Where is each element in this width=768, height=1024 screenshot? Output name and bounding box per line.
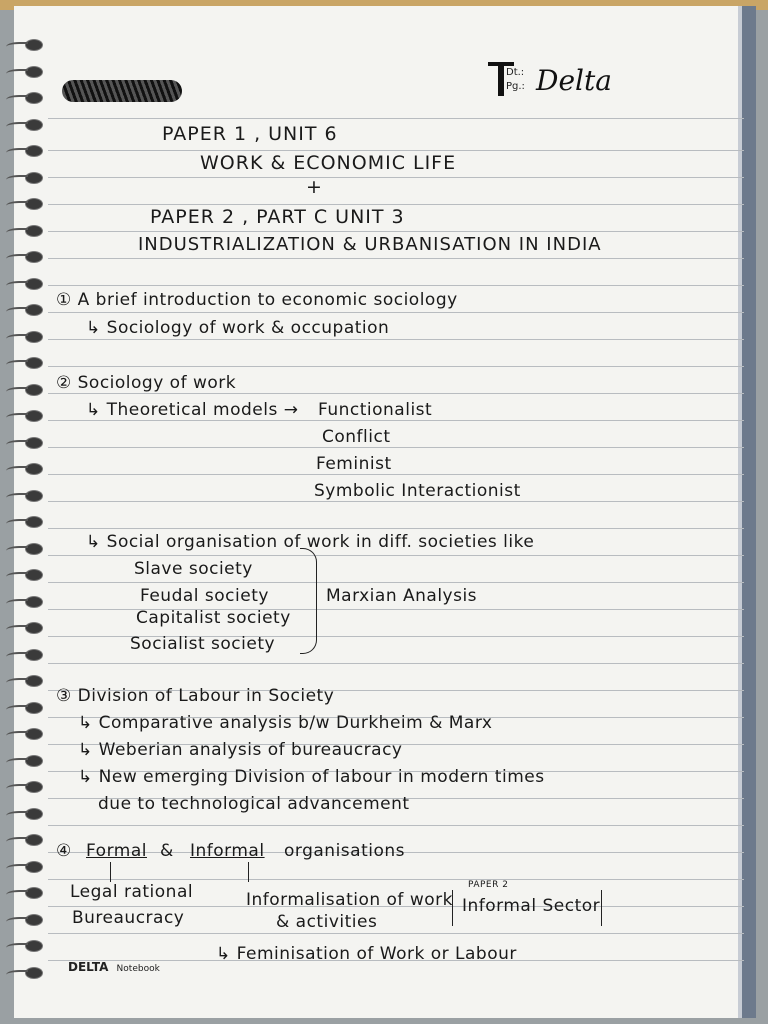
section-3-item: ↳ New emerging Division of labour in modern times: [78, 767, 545, 787]
organisations-label: organisations: [284, 841, 405, 861]
binding-ring: [26, 756, 42, 766]
rule-line: [48, 393, 744, 394]
binding-wire: [6, 95, 28, 103]
binding-wire: [6, 281, 28, 289]
title-line-1: PAPER 1 , UNIT 6: [162, 123, 338, 145]
binding-wire: [6, 864, 28, 872]
rule-line: [48, 258, 744, 259]
formal-label: Formal: [86, 841, 147, 861]
down-arrow: [248, 862, 249, 882]
social-organisation-line: ↳ Social organisation of work in diff. societies like: [86, 532, 535, 552]
binding-wire: [6, 599, 28, 607]
theoretical-models-label: ↳ Theoretical models →: [86, 400, 299, 420]
binding-wire: [6, 784, 28, 792]
section-3-item: ↳ Weberian analysis of bureaucracy: [78, 740, 403, 760]
model-item: Functionalist: [318, 400, 433, 420]
section-2-heading: ② Sociology of work: [56, 373, 237, 393]
model-item: Feminist: [316, 454, 392, 474]
binding-ring: [26, 385, 42, 395]
title-plus: +: [306, 176, 323, 198]
binding-wire: [6, 360, 28, 368]
binding-wire: [6, 148, 28, 156]
logo-mark: [498, 62, 504, 96]
binding-wire: [6, 175, 28, 183]
paper-2-note: PAPER 2: [468, 880, 509, 890]
rule-line: [48, 582, 744, 583]
binding-ring: [26, 782, 42, 792]
binding-ring: [26, 120, 42, 130]
binding-wire: [6, 705, 28, 713]
binding-ring: [26, 570, 42, 580]
binding-wire: [6, 466, 28, 474]
page-label: Pg.:: [506, 81, 525, 92]
binding-ring: [26, 464, 42, 474]
rule-line: [48, 150, 744, 151]
binding-wire: [6, 440, 28, 448]
binding-wire: [6, 493, 28, 501]
rule-line: [48, 933, 744, 934]
section-3-heading: ③ Division of Labour in Society: [56, 686, 335, 706]
binding-wire: [6, 69, 28, 77]
model-item: Conflict: [322, 427, 391, 447]
binding-ring: [26, 729, 42, 739]
binding-wire: [6, 890, 28, 898]
rule-line: [48, 339, 744, 340]
rule-line: [48, 118, 744, 119]
binding-ring: [26, 93, 42, 103]
binding-ring: [26, 703, 42, 713]
title-line-2: WORK & ECONOMIC LIFE: [200, 152, 457, 174]
binding-wire: [6, 652, 28, 660]
binding-wire: [6, 572, 28, 580]
footer-brand-sub: Notebook: [116, 964, 160, 974]
binding-wire: [6, 42, 28, 50]
binding-ring: [26, 67, 42, 77]
binding-ring: [26, 305, 42, 315]
grouping-brace: [300, 548, 317, 654]
binding-ring: [26, 411, 42, 421]
binding-wire: [6, 970, 28, 978]
formal-item: Bureaucracy: [72, 908, 185, 928]
feminisation-line: ↳ Feminisation of Work or Labour: [216, 944, 517, 964]
rule-line: [48, 285, 744, 286]
binding-wire: [6, 254, 28, 262]
binding-wire: [6, 387, 28, 395]
binding-wire: [6, 731, 28, 739]
section-3-item: ↳ Comparative analysis b/w Durkheim & Marx: [78, 713, 493, 733]
binding-wire: [6, 943, 28, 951]
title-line-3: PAPER 2 , PART C UNIT 3: [150, 206, 405, 228]
binding-ring: [26, 438, 42, 448]
binding-wire: [6, 201, 28, 209]
binding-wire: [6, 917, 28, 925]
binding-ring: [26, 173, 42, 183]
section-3-continuation: due to technological advancement: [98, 794, 410, 814]
rule-line: [48, 474, 744, 475]
binding-ring: [26, 544, 42, 554]
footer-brand-name: DELTA: [68, 960, 109, 974]
title-line-4: INDUSTRIALIZATION & URBANISATION IN INDIA: [138, 234, 602, 255]
brand-name: Delta: [536, 64, 612, 97]
model-item: Symbolic Interactionist: [314, 481, 521, 501]
rule-line: [48, 879, 744, 880]
binding-ring: [26, 226, 42, 236]
binding-ring: [26, 809, 42, 819]
informal-sector-label: Informal Sector: [462, 896, 601, 916]
rule-line: [48, 501, 744, 502]
binding-ring: [26, 888, 42, 898]
binding-ring: [26, 279, 42, 289]
marxian-analysis-label: Marxian Analysis: [326, 586, 478, 606]
section-1-heading: ① A brief introduction to economic sociology: [56, 290, 458, 310]
binding-ring: [26, 915, 42, 925]
binding-wire: [6, 546, 28, 554]
binding-ring: [26, 835, 42, 845]
binding-wire: [6, 758, 28, 766]
binding-wire: [6, 837, 28, 845]
notebook-header-logo: [488, 58, 638, 104]
binding-ring: [26, 146, 42, 156]
binding-ring: [26, 941, 42, 951]
scribbled-out-text: [62, 80, 182, 102]
binding-ring: [26, 332, 42, 342]
binding-ring: [26, 623, 42, 633]
rule-line: [48, 177, 744, 178]
binding-ring: [26, 358, 42, 368]
rule-line: [48, 528, 744, 529]
rule-line: [48, 312, 744, 313]
ampersand: &: [160, 841, 174, 861]
binding-ring: [26, 252, 42, 262]
rule-line: [48, 447, 744, 448]
down-arrow: [110, 862, 111, 882]
spiral-binding: [0, 40, 48, 1000]
binding-wire: [6, 122, 28, 130]
society-item: Slave society: [134, 559, 253, 579]
binding-wire: [6, 625, 28, 633]
date-page-labels: [506, 66, 525, 94]
formal-item: Legal rational: [70, 882, 194, 902]
binding-wire: [6, 413, 28, 421]
binding-ring: [26, 676, 42, 686]
rule-line: [48, 204, 744, 205]
binding-wire: [6, 307, 28, 315]
section-4-number: ④: [56, 841, 72, 861]
section-1-sub: ↳ Sociology of work & occupation: [86, 318, 390, 338]
rule-line: [48, 420, 744, 421]
binding-ring: [26, 491, 42, 501]
rule-line: [48, 825, 744, 826]
binding-wire: [6, 678, 28, 686]
binding-ring: [26, 968, 42, 978]
binding-ring: [26, 650, 42, 660]
binding-ring: [26, 40, 42, 50]
society-item: Capitalist society: [136, 608, 291, 628]
date-label: Dt.:: [506, 67, 525, 78]
society-item: Feudal society: [140, 586, 269, 606]
binding-wire: [6, 519, 28, 527]
society-item: Socialist society: [130, 634, 276, 654]
binding-ring: [26, 199, 42, 209]
rule-line: [48, 555, 744, 556]
binding-ring: [26, 862, 42, 872]
binding-ring: [26, 517, 42, 527]
informal-item: Informalisation of work: [246, 890, 453, 910]
binding-ring: [26, 597, 42, 607]
informal-item: & activities: [276, 912, 378, 932]
footer-brand: [68, 960, 160, 974]
binding-wire: [6, 811, 28, 819]
binding-wire: [6, 228, 28, 236]
rule-line: [48, 663, 744, 664]
rule-line: [48, 231, 744, 232]
informal-label: Informal: [190, 841, 265, 861]
rule-line: [48, 366, 744, 367]
binding-wire: [6, 334, 28, 342]
